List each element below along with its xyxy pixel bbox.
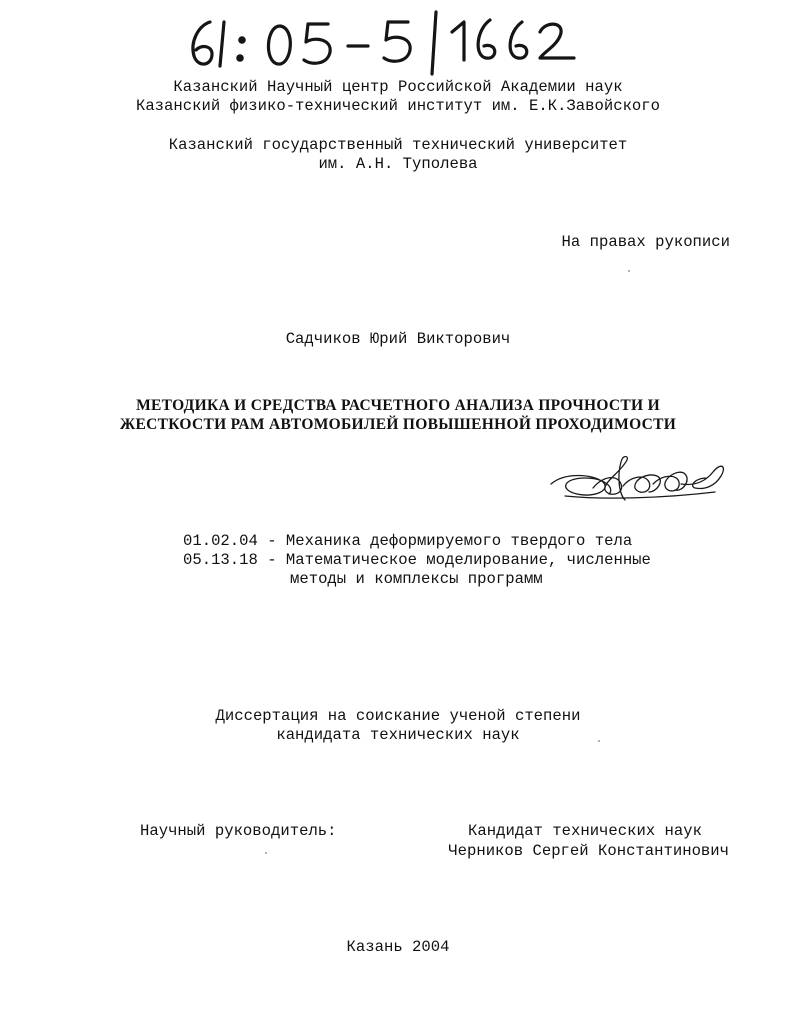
author-name: Садчиков Юрий Викторович <box>285 330 511 348</box>
specialty-line-1: 01.02.04 - Механика деформируемого твердого тела <box>183 532 633 550</box>
degree-line-2: кандидата технических наук <box>276 726 520 744</box>
supervisor-label: Научный руководитель: <box>140 822 337 840</box>
thesis-title-line-1: МЕТОДИКА И СРЕДСТВА РАСЧЕТНОГО АНАЛИЗА ПРОЧНОСТИ И <box>136 397 660 414</box>
specialty-line-2: 05.13.18 - Математическое моделирование, численные <box>183 551 651 569</box>
specialty-line-3: методы и комплексы программ <box>290 570 543 588</box>
university-line-2: им. А.Н. Туполева <box>318 155 478 173</box>
place-and-year: Казань 2004 <box>346 938 450 956</box>
scan-speck <box>628 270 630 272</box>
handwritten-archive-mark <box>180 8 600 78</box>
manuscript-rights-note: На правах рукописи <box>561 233 730 251</box>
degree-line-1: Диссертация на соискание ученой степени <box>215 707 581 725</box>
supervisor-degree: Кандидат технических наук <box>468 822 702 840</box>
university-line-1: Казанский государственный технический университет <box>168 136 628 154</box>
author-signature <box>545 452 730 507</box>
supervisor-name: Черников Сергей Константинович <box>448 842 729 860</box>
org-line-1: Казанский Научный центр Российской Академии наук <box>173 78 623 96</box>
org-line-2: Казанский физико-технический институт им. Е.К.Завойского <box>135 97 661 115</box>
scan-speck <box>598 740 600 742</box>
scan-speck <box>265 852 267 854</box>
thesis-title-line-2: ЖЕСТКОСТИ РАМ АВТОМОБИЛЕЙ ПОВЫШЕННОЙ ПРОХОДИМОСТИ <box>119 416 677 433</box>
